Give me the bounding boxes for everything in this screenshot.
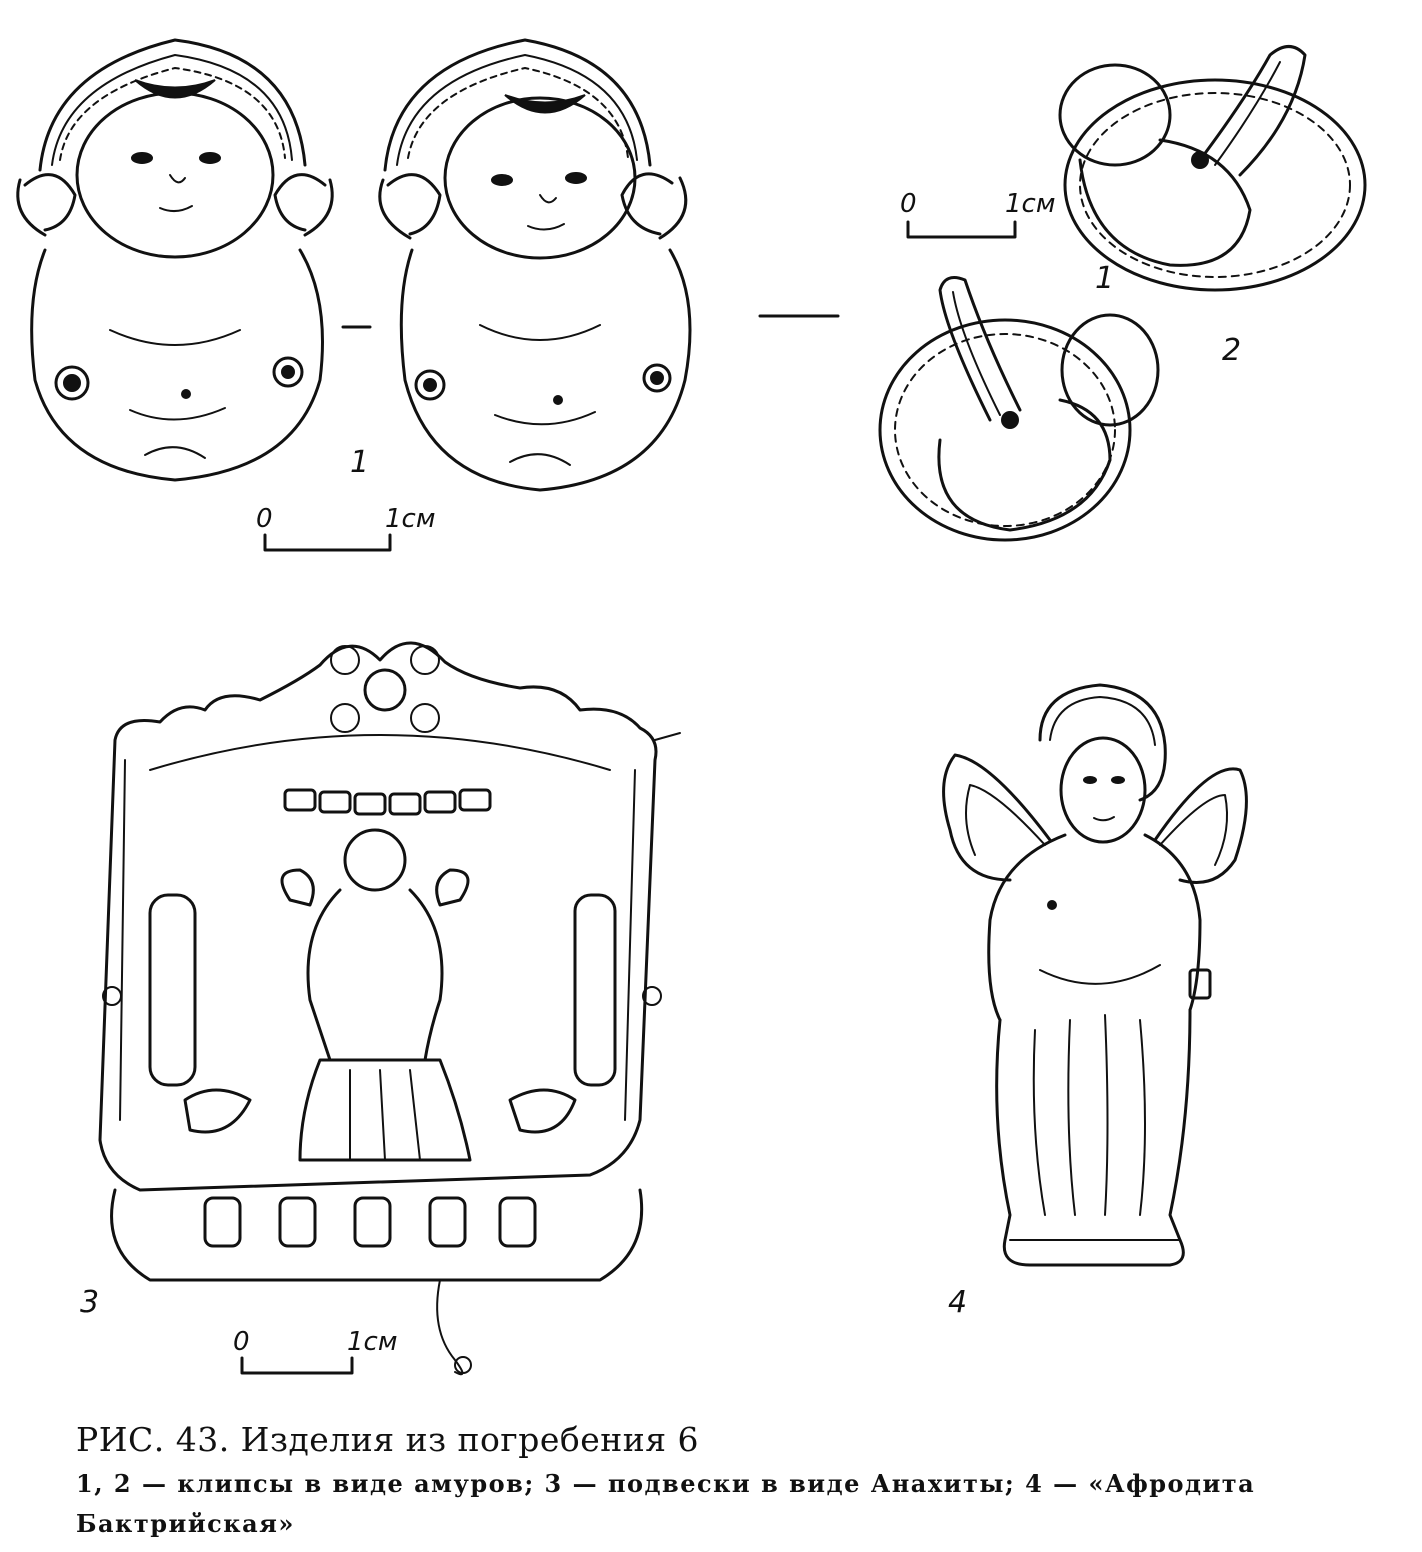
cupid-clip-top-drawing: [1060, 47, 1365, 297]
scale-bar-3: [233, 1327, 397, 1373]
svg-text:0: 0: [256, 504, 273, 534]
scale-bar-1: [256, 504, 435, 550]
aphrodite-figurine-drawing: [944, 685, 1247, 1265]
svg-text:1: 1: [1095, 261, 1115, 296]
svg-text:0: 0: [900, 189, 917, 219]
caption-title: РИС. 43. Изделия из погребения 6: [76, 1420, 700, 1459]
caption-text: 1, 2 — клипсы в виде амуров; 3 — подвески в виде Анахиты; 4 — «Афродита Бактрийская»: [76, 1469, 1256, 1538]
cupid-clip-front-drawing: [18, 40, 332, 480]
svg-text:0: 0: [233, 1327, 250, 1357]
cupid-clip-bottom-drawing: [880, 278, 1241, 540]
cupid-clip-side-drawing: [380, 40, 690, 490]
item-1-label: 1: [350, 445, 370, 480]
item-2-label: 2: [1222, 333, 1242, 368]
svg-text:1см: 1см: [347, 1327, 398, 1357]
anahita-pendant-drawing: [100, 643, 680, 1374]
svg-text:1см: 1см: [385, 504, 436, 534]
figure-caption: [76, 1418, 1396, 1544]
svg-text:1см: 1см: [1005, 189, 1056, 219]
item-4-label: 4: [948, 1285, 968, 1320]
item-3-label: 3: [80, 1285, 100, 1320]
scale-bar-2: [900, 189, 1055, 237]
